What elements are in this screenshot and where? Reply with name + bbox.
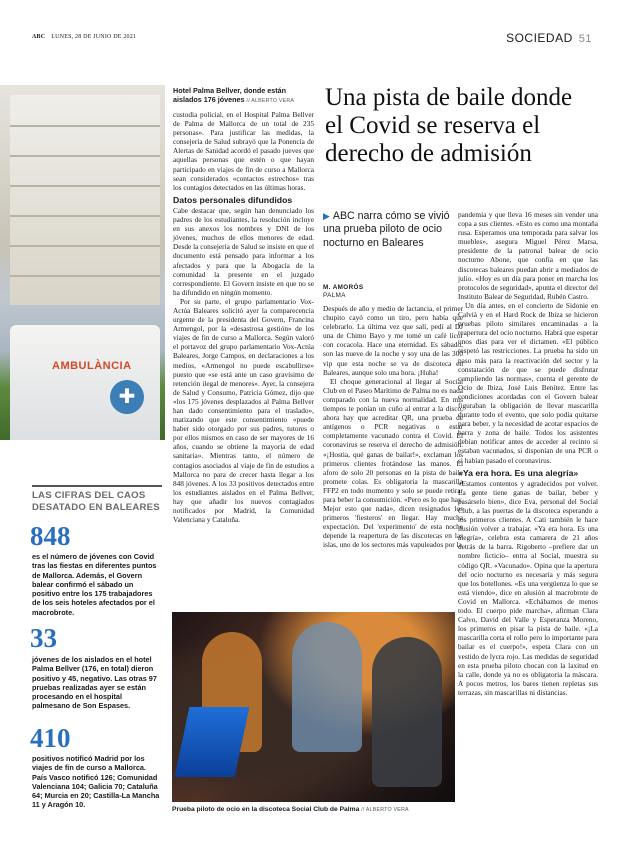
col2-paragraph-2: El choque generacional al llegar al Social Club en el Paseo Marítimo de Palma no es nada comparado con la nueva normalidad. En mis tiempos te ponían un cuño al entrar a la disco, ahora hay que acreditar QR, una prueba de antígenos o PCR negativas o estar completamente vacunado contra el Covid. El coronavirus se reserva el derecho de admisión. «¡Hostia, qué ganas de bailar!», exclaman los primeros clientes frotándose las manos. El aforo de solo 20 personas en la pista de baile promete colas. Es obligatoria la mascarilla FFP2 en todo momento y solo se puede retirar para beber la consumición. «Pero es lo que hay. Mejor esto que nada», dicen resignados los primeros 'fiesteros' en llegar. Hay mucha expectación. Del 'experimento' de esta noche depende la reapertura de las discotecas en las islas, uno de los sectores más vapuleados por la (323, 376, 463, 550)
stat-text-1: es el número de jóvenes con Covid tras las fiestas en diferentes puntos de Mallorca. Además, el Govern balear confirmó el sábado un positivo entre los 175 trabajadores de los seis hoteles afectados por el macrobrote. (32, 552, 157, 617)
col3-paragraph-3: «Estamos contentos y agradecidos por volver. La gente tiene ganas de bailar, beber y pasárselo bien», dice Eva, personal del Social Club, a las puertas de la discoteca esperando a los primeros clientes. A Cati también le hace ilusión volver a trabajar. «Ya era hora. Es una alegría», celebra esta camarera de 21 años detrás de la barra. Rigoberto –prefiere dar un nombre ficticio– entra al Social, muestra su código QR. «Vacunado». Opina que la apertura del ocio nocturno es necesaria y más segura que los botellones. «Es una vergüenza lo que se está viendo», dice en alusión al macrobrote de Covid en Mallorca. «Echábamos de menos todo. El cuerpo pide marcha», afirman Clara Calvo, David del Valle y Esperanza Moreno, los primeros en pisar la pista de baile. «¡La mascarilla corta el rollo pero lo importante para bailar es el cuerpo!», espeta Clara con un vestido de lycra rojo. Las medidas de seguridad en esta prueba piloto chocan con la laxitud en la calle, donde ya no es obligatoria la máscara. A pocos metros, los bares tienen repletas sus terrazas, sin mascarillas ni distancias. (458, 478, 598, 697)
stat-text-2: jóvenes de los aislados en el hotel Palma Bellver (176, en total) dieron positivo y 45, negativo. Las otras 97 pruebas realizadas ayer se están procesando en el hospital palmesano de Son Espases. (32, 655, 157, 711)
page-header-right (506, 31, 592, 45)
col1-subhead: Datos personales difundidos (173, 194, 293, 205)
caption-credit: ALBERTO VERA (365, 807, 409, 813)
column-2 (323, 304, 463, 550)
person-silhouette (372, 637, 442, 787)
stat-number-2: 33 (30, 623, 57, 653)
triangle-bullet-icon: ▶ (323, 211, 330, 221)
page-header-left (32, 34, 136, 40)
top-photo-caption: Hotel Palma Bellver, donde están aislados 176 jóvenes // ALBERTO VERA (173, 86, 295, 105)
lead-text: ABC narra cómo se vivió una prueba piloto de ocio nocturno en Baleares (323, 210, 450, 249)
author-name: M. AMORÓS (323, 284, 364, 291)
screen-device (175, 707, 250, 777)
bottom-photo-caption: Prueba piloto de ocio en la discoteca Social Club de Palma // ALBERTO VERA (172, 806, 409, 813)
col1-paragraph-1: custodia policial, en el Hospital Palma Bellver de Palma de Mallorca de un total de 235 personas». Para justificar las medidas, la consejería de Salud subrayó que la Ponencia de Alertas de Sanidad acordó el pasado jueves que aquellas personas que estén o que hayan participado en viajes de fin de curso a Mallorca sean considerados «contactos estrechos» tras los contagios detectados en las últimas horas. (173, 110, 314, 192)
col1-paragraph-3: Por su parte, el grupo parlamentario Vox-Actúa Baleares solicitó ayer la comparecencia urgente de la presidenta del Govern, Francina Armengol, por la «desastrosa gestión» de los viajes de fin de curso a Mallorca. Según valoró el portavoz del grupo parlamentario Vox-Actúa Baleares, Jorge Campos, en declaraciones a los medios, «Armengol no puede escabullirse» puesto que «se está ante un caso gravísimo de retención ilegal de menores». Ayer, la consejera de Salud y Consumo, Patricia Gómez, dijo que «los 175 jóvenes desplazados al Palma Bellver han dado consentimiento para el traslado», matizando que este consentimiento «puede haber sido otorgado por sus padres, tutores o por ellos mismos en caso de ser mayores de 16 años, cuando se obtiene la mayoría de edad sanitaria». Mientras tanto, el número de contagios asociados al viaje de fin de estudios a Mallorca no para de crecer hasta llegar a los 848 jóvenes. A los 33 positivos detectados entre los estudiantes aislados en el Palma Bellver, hay que añadir los nuevos contagiados notificados por Madrid, la Comunidad Valenciana y Cataluña. (173, 296, 314, 525)
col2-paragraph-1: Después de año y medio de lactancia, el primer chupito cayó como un tiro, pero había que celebrarlo. La última vez que salí, pedí al DJ una de Chimo Bayo y me tomé un café licor con cocacola. Hace una eternidad. Es sábado, son las nueve de la noche y soy una de las 300 vip que esta noche se va de discoteca en Baleares, aunque solo una hora. ¡Huha! (323, 304, 463, 377)
article-headline: Una pista de baile donde el Covid se reserva el derecho de admisión (325, 84, 573, 167)
caption-credit: ALBERTO VERA (251, 98, 295, 105)
article-lead (323, 210, 463, 250)
hotel-ambulance-photo (0, 85, 165, 440)
medical-cross-icon: ✚ (110, 380, 144, 414)
caption-text: Hotel Palma Bellver, donde están aislados 176 jóvenes (173, 86, 287, 105)
stat-number-3: 410 (30, 723, 71, 753)
stat-number-1: 848 (30, 521, 71, 551)
col1-paragraph-2: Cabe destacar que, según han denunciado los padres de los estudiantes, la resolución incluye en sus anexos los nombres y DNI de los jóvenes, muchos de ellos menores de edad. Desde la consejería de Salud se insiste en que el documento está pensado para informar a los afectados y para que la Abogacía de la comunidad la presente en el juzgado correspondiente. El Govern insiste en que no se ha difundido en ningún momento. (173, 205, 314, 297)
caption-text: Prueba piloto de ocio en la discoteca Social Club de Palma (172, 806, 360, 813)
col3-paragraph-1: pandemia y que lleva 16 meses sin vender una copa a sus clientes. «Esto es como una montaña rusa. Esperamos una temporada para salvar los muebles», asegura Miguel Pérez Marsa, presidente de la patronal balear de ocio nocturno Abone, que confía en que las discotecas baleares puedan abrir a mediados de julio. «Hoy es un día para poner en marcha los protocolos de seguridad», apunta el director del Instituto Balear de Seguridad, Rubén Castro. (458, 210, 598, 301)
column-1 (173, 110, 314, 524)
stat-text-3: positivos notificó Madrid por los viajes de fin de curso a Mallorca. País Vasco notificó 126; Comunidad Valenciana 104; Galicia 70; Cataluña 64; Murcia en 20; Castilla-La Mancha 11 y Aragón 10. (32, 754, 160, 810)
person-silhouette (292, 622, 362, 752)
nightclub-photo (172, 612, 455, 802)
dateline: PALMA (323, 292, 346, 299)
col3-subhead: «Ya era hora. Es una alegría» (458, 467, 579, 478)
page-number: 51 (578, 33, 592, 45)
brand-name: ABC (32, 34, 46, 40)
section-name: SOCIEDAD (506, 31, 573, 45)
cifras-title: LAS CIFRAS DEL CAOS DESATADO EN BALEARES (32, 485, 162, 513)
ambulance-sign: AMBULÀNCIA (52, 360, 132, 372)
ambulance-van (10, 325, 160, 440)
col3-paragraph-2: Un día antes, en el concierto de Sidonie en Calvià y en el Hard Rock de Ibiza se hicieron pruebas piloto similares encaminadas a la reapertura del ocio nocturno. Habrá que esperar unos días para ver el dictamen. «El público respetó las restricciones. La prueba ha sido un paso más para la reactivación del sector y la constatación de que se puede disfrutar cumpliendo las normas», cuenta el gerente de Ocio de Ibiza, José Luis Benítez. Entre las condiciones acordadas con el Govern balear figuraban la obligación de llevar mascarilla durante todo el evento, que solo podía quitarse para beber, y la necesidad de acotar espacios de barra y zona de baile. Todos los asistentes debían notificar antes de acceder al recinto si estaban vacunados, si disponían de una PCR o si habían pasado el coronavirus. (458, 300, 598, 465)
byline (323, 284, 363, 300)
issue-date: LUNES, 28 DE JUNIO DE 2021 (51, 34, 137, 40)
column-3 (458, 210, 598, 697)
hotel-building (10, 95, 160, 305)
